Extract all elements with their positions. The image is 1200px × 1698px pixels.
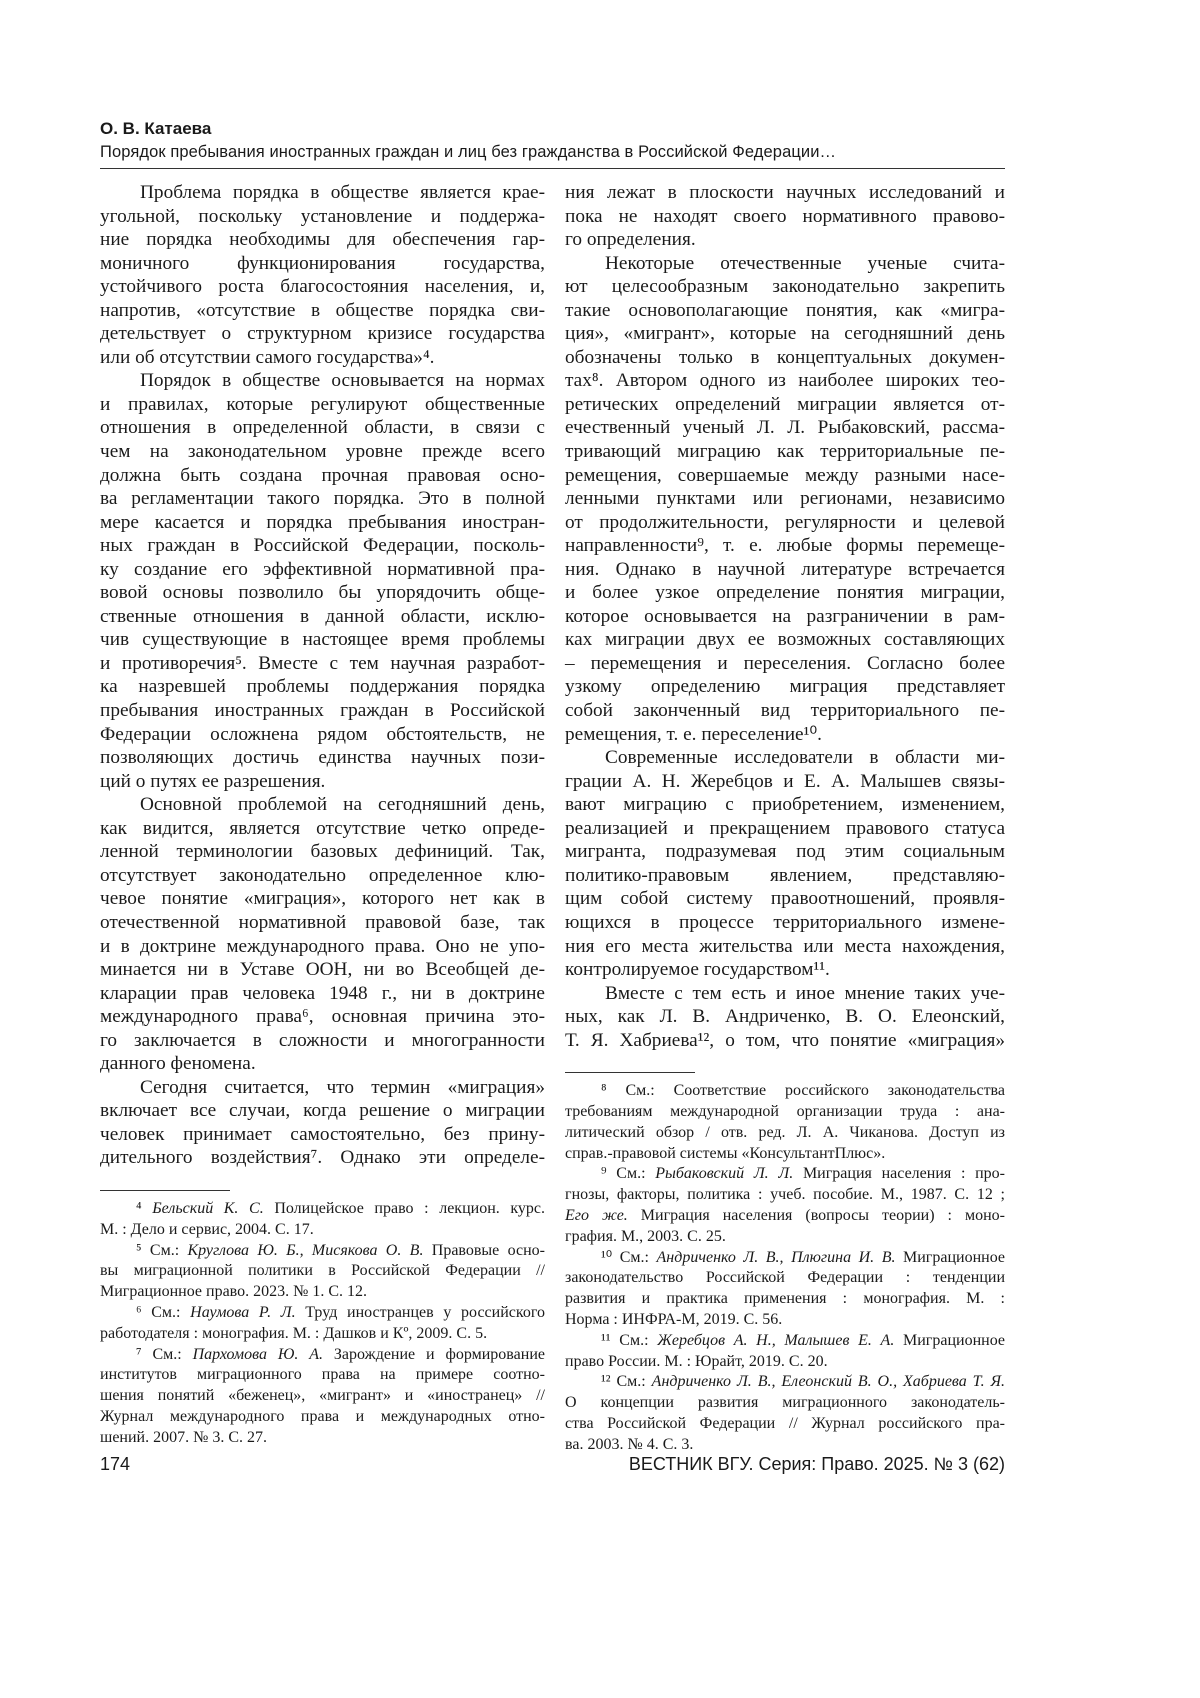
footnote-text: ⁴ bbox=[136, 1200, 152, 1217]
text-line: отечественной нормативной правовой базе, так bbox=[100, 911, 545, 935]
text-line: Порядок в обществе основывается на нормах bbox=[100, 369, 545, 393]
text-line: ций о путях ее разрешения. bbox=[100, 770, 545, 794]
footnotes bbox=[100, 1199, 545, 1449]
text-line: ечественный ученый Л. Л. Рыбаковский, рассма- bbox=[565, 416, 1005, 440]
text-line: ция», «мигрант», которые на сегодняшний день bbox=[565, 322, 1005, 346]
footnote-line bbox=[565, 1414, 1005, 1435]
text-line: ка назревшей проблемы поддержания порядка bbox=[100, 675, 545, 699]
page-number: 174 bbox=[100, 1454, 130, 1475]
footnote-text: графия. М., 2003. С. 25. bbox=[565, 1228, 726, 1245]
text-line: политико-правовым явлением, представляю- bbox=[565, 864, 1005, 888]
text-line: моничного функционирования государства, bbox=[100, 252, 545, 276]
text-line: или об отсутствии самого государства»⁴. bbox=[100, 346, 545, 370]
text-line: го заключается в сложности и многогранности bbox=[100, 1029, 545, 1053]
footnote-text: ⁷ См.: bbox=[136, 1346, 193, 1363]
footnote bbox=[565, 1248, 1005, 1331]
footnote-line bbox=[565, 1310, 1005, 1331]
text-line: отсутствует законодательно определенное клю- bbox=[100, 864, 545, 888]
article-author: О. В. Катаева bbox=[100, 119, 211, 139]
footnote-line bbox=[565, 1206, 1005, 1227]
text-line: отношения в определенной области, в связи с bbox=[100, 416, 545, 440]
text-line: ющихся в процессе территориального измене- bbox=[565, 911, 1005, 935]
header-divider bbox=[100, 168, 1005, 169]
footnote-line bbox=[565, 1248, 1005, 1269]
text-line: как видится, является отсутствие четко опреде- bbox=[100, 817, 545, 841]
text-line: включает все случаи, когда решение о миграции bbox=[100, 1099, 545, 1123]
footnote-text: шения понятий «беженец», «мигрант» и «иностранец» // bbox=[100, 1387, 545, 1404]
footnote-line bbox=[565, 1164, 1005, 1185]
text-line: и в доктрине международного права. Оно не упо- bbox=[100, 935, 545, 959]
footnote-line bbox=[565, 1268, 1005, 1289]
footnote-line bbox=[565, 1144, 1005, 1165]
footnote-text: ⁵ См.: bbox=[136, 1242, 187, 1259]
text-line: реализацией и прекращением правового статуса bbox=[565, 817, 1005, 841]
footnote-line bbox=[565, 1185, 1005, 1206]
footnote-text: шений. 2007. № 3. С. 27. bbox=[100, 1429, 267, 1446]
footnote-text: Миграция населения (вопросы теории) : моно- bbox=[628, 1207, 1005, 1224]
text-line: Некоторые отечественные ученые счита- bbox=[565, 252, 1005, 276]
text-line: ных граждан в Российской Федерации, посколь- bbox=[100, 534, 545, 558]
text-line: дительного воздействия⁷. Однако эти определе- bbox=[100, 1146, 545, 1170]
footnote-text: ¹¹ См.: bbox=[601, 1332, 657, 1349]
right-column bbox=[565, 181, 1005, 1456]
text-line: Т. Я. Хабриева¹², о том, что понятие «миграция» bbox=[565, 1029, 1005, 1053]
footnote-separator bbox=[100, 1190, 230, 1191]
footnote bbox=[100, 1199, 545, 1241]
footnote-line bbox=[565, 1372, 1005, 1393]
footnote-text: Зарождение и формирование bbox=[323, 1346, 545, 1363]
footnote bbox=[100, 1345, 545, 1449]
left-column bbox=[100, 181, 545, 1449]
text-line: Основной проблемой на сегодняшний день, bbox=[100, 793, 545, 817]
footnote-line bbox=[100, 1199, 545, 1220]
text-line: человек принимает самостоятельно, без прину- bbox=[100, 1123, 545, 1147]
text-line: тривающий миграцию как территориальные пе- bbox=[565, 440, 1005, 464]
text-line: Вместе с тем есть и иное мнение таких уче- bbox=[565, 982, 1005, 1006]
text-line: устойчивого роста благосостояния населения, и, bbox=[100, 275, 545, 299]
footnote-separator bbox=[565, 1072, 695, 1073]
footnote bbox=[565, 1164, 1005, 1247]
footnote-text: ¹⁰ См.: bbox=[601, 1249, 657, 1266]
text-line: кларации прав человека 1948 г., ни в доктрине bbox=[100, 982, 545, 1006]
text-line: ленными пунктами или регионами, независимо bbox=[565, 487, 1005, 511]
text-line: минается ни в Уставе ООН, ни во Всеобщей де- bbox=[100, 958, 545, 982]
footnote-author: Андриченко Л. В., Плюгина И. В. bbox=[657, 1249, 896, 1266]
footnote-line bbox=[565, 1289, 1005, 1310]
footnote bbox=[565, 1372, 1005, 1455]
footnote-line bbox=[565, 1227, 1005, 1248]
footnote-line bbox=[100, 1220, 545, 1241]
footnote-text: развития и практика применения : монография. М. : bbox=[565, 1290, 1005, 1307]
footnote bbox=[565, 1331, 1005, 1373]
footnote-author: Пархомова Ю. А. bbox=[193, 1346, 323, 1363]
paragraph bbox=[100, 181, 545, 369]
footnote-text: законодательство Российской Федерации : тенденции bbox=[565, 1269, 1005, 1286]
text-line: напротив, «отсутствие в обществе порядка сви- bbox=[100, 299, 545, 323]
text-line: щим собой систему правоотношений, проявля- bbox=[565, 887, 1005, 911]
text-line: ственные отношения в данной области, исклю- bbox=[100, 605, 545, 629]
text-line: контролируемое государством¹¹. bbox=[565, 958, 1005, 982]
text-line: ния. Однако в научной литературе встречается bbox=[565, 558, 1005, 582]
footnote-line bbox=[100, 1261, 545, 1282]
footnote-author: Бельский К. С. bbox=[152, 1200, 264, 1217]
footnote-text: ства Российской Федерации // Журнал российского пра- bbox=[565, 1415, 1005, 1432]
text-line: ва регламентации такого порядка. Это в полной bbox=[100, 487, 545, 511]
footnote-text: ⁶ См.: bbox=[136, 1304, 190, 1321]
text-line: и противоречия⁵. Вместе с тем научная разработ- bbox=[100, 652, 545, 676]
footnote-line bbox=[565, 1102, 1005, 1123]
footnote-text: Норма : ИНФРА-М, 2019. С. 56. bbox=[565, 1311, 782, 1328]
text-line: Современные исследователи в области ми- bbox=[565, 746, 1005, 770]
text-line: мере касается и порядка пребывания иностран- bbox=[100, 511, 545, 535]
footnote-text: институтов миграционного права на примере соотно- bbox=[100, 1366, 545, 1383]
paragraph bbox=[100, 1076, 545, 1170]
text-line: угольной, поскольку установление и поддержа- bbox=[100, 205, 545, 229]
body-text bbox=[100, 181, 545, 1170]
footnote bbox=[100, 1241, 545, 1303]
footnote-text: Миграционное bbox=[895, 1249, 1005, 1266]
footnote-text: Миграционное bbox=[894, 1332, 1005, 1349]
footnote-line bbox=[565, 1123, 1005, 1144]
text-line: которое основывается на разграничении в рам- bbox=[565, 605, 1005, 629]
text-line: вают миграцию с приобретением, изменением, bbox=[565, 793, 1005, 817]
footnote-text: М. : Дело и сервис, 2004. С. 17. bbox=[100, 1221, 314, 1238]
footnote-text: О концепции развития миграционного законодатель- bbox=[565, 1394, 1005, 1411]
text-line: ретических определений миграции является от- bbox=[565, 393, 1005, 417]
footnote-line bbox=[565, 1352, 1005, 1373]
footnote-text: вы миграционной политики в Российской Федерации // bbox=[100, 1262, 545, 1279]
text-line: данного феномена. bbox=[100, 1052, 545, 1076]
footnote-text: право России. М. : Юрайт, 2019. С. 20. bbox=[565, 1353, 828, 1370]
footnote-text: работодателя : монография. М. : Дашков и Кº, 2009. С. 5. bbox=[100, 1325, 487, 1342]
running-title: Порядок пребывания иностранных граждан и лиц без гражданства в Российской Федерации… bbox=[100, 143, 836, 162]
footnote-text: ¹² См.: bbox=[601, 1373, 652, 1390]
text-line: Проблема порядка в обществе является крае- bbox=[100, 181, 545, 205]
text-line: ния лежат в плоскости научных исследований и bbox=[565, 181, 1005, 205]
footnote-text: ва. 2003. № 4. С. 3. bbox=[565, 1436, 693, 1453]
text-line: ку создание его эффективной нормативной пра- bbox=[100, 558, 545, 582]
footnote-text: литический обзор / отв. ред. Л. А. Чиканова. Доступ из bbox=[565, 1124, 1005, 1141]
text-line: позволяющих достичь единства научных пози- bbox=[100, 746, 545, 770]
footnote-line bbox=[100, 1365, 545, 1386]
text-line: должна быть создана прочная правовая осно- bbox=[100, 464, 545, 488]
footnote-author: Жеребцов А. Н., Малышев Е. А. bbox=[657, 1332, 894, 1349]
text-line: грации А. Н. Жеребцов и Е. А. Малышев связы- bbox=[565, 770, 1005, 794]
footnote-text: Правовые осно- bbox=[423, 1242, 545, 1259]
paragraph bbox=[565, 982, 1005, 1053]
journal-name: ВЕСТНИК ВГУ. Серия: Право. 2025. № 3 (62) bbox=[629, 1454, 1005, 1475]
footnote-text: требованиям международной организации труда : ана- bbox=[565, 1103, 1005, 1120]
footnote-text: ⁹ См.: bbox=[601, 1165, 655, 1182]
text-line: чем на законодательном уровне прежде всего bbox=[100, 440, 545, 464]
text-line: от продолжительности, регулярности и целевой bbox=[565, 511, 1005, 535]
text-line: пребывания иностранных граждан в Российской bbox=[100, 699, 545, 723]
text-line: вовой основы позволило бы упорядочить обще- bbox=[100, 581, 545, 605]
footnote-author: Круглова Ю. Б., Мисякова О. В. bbox=[187, 1242, 423, 1259]
text-line: ремещения, т. е. переселение¹⁰. bbox=[565, 723, 1005, 747]
body-text bbox=[565, 181, 1005, 1052]
text-line: такие основополагающие понятия, как «мигра- bbox=[565, 299, 1005, 323]
text-line: чив существующие в настоящее время проблемы bbox=[100, 628, 545, 652]
footnote-author: Наумова Р. Л. bbox=[190, 1304, 295, 1321]
footnote-line bbox=[100, 1303, 545, 1324]
footnote bbox=[565, 1081, 1005, 1164]
text-line: обозначены только в концептуальных докумен- bbox=[565, 346, 1005, 370]
footnote-line bbox=[565, 1435, 1005, 1456]
paragraph bbox=[565, 746, 1005, 981]
footnote bbox=[100, 1303, 545, 1345]
footnote-line bbox=[565, 1331, 1005, 1352]
footnote-line bbox=[100, 1324, 545, 1345]
paragraph bbox=[100, 369, 545, 793]
footnote-text: ⁸ См.: Соответствие российского законодательства bbox=[601, 1082, 1005, 1099]
text-line: ние порядка необходимы для обеспечения гар- bbox=[100, 228, 545, 252]
text-line: и более узкое определение понятия миграции, bbox=[565, 581, 1005, 605]
text-line: Федерации осложнена рядом обстоятельств, не bbox=[100, 723, 545, 747]
footnote-line bbox=[100, 1282, 545, 1303]
footnote-line bbox=[100, 1407, 545, 1428]
text-line: Сегодня считается, что термин «миграция» bbox=[100, 1076, 545, 1100]
text-line: мигранта, подразумевая под этим социальным bbox=[565, 840, 1005, 864]
text-line: ках миграции двух ее возможных составляющих bbox=[565, 628, 1005, 652]
text-line: пока не находят своего нормативного правово- bbox=[565, 205, 1005, 229]
text-line: детельствует о структурном кризисе государства bbox=[100, 322, 545, 346]
footnote-text: Миграционное право. 2023. № 1. С. 12. bbox=[100, 1283, 367, 1300]
footnote-text: справ.-правовой системы «КонсультантПлюс». bbox=[565, 1145, 885, 1162]
footnote-text: Миграция населения : про- bbox=[793, 1165, 1005, 1182]
paragraph bbox=[100, 793, 545, 1076]
text-line: ремещения, совершаемые между разными насе- bbox=[565, 464, 1005, 488]
text-line: го определения. bbox=[565, 228, 1005, 252]
paragraph bbox=[565, 181, 1005, 252]
text-line: тах⁸. Автором одного из наиболее широких тео- bbox=[565, 369, 1005, 393]
text-line: чевое понятие «миграция», которого нет как в bbox=[100, 887, 545, 911]
paragraph bbox=[565, 252, 1005, 746]
footnote-line bbox=[100, 1386, 545, 1407]
footnote-line bbox=[565, 1393, 1005, 1414]
footnote-text: Труд иностранцев у российского bbox=[296, 1304, 545, 1321]
footnotes bbox=[565, 1081, 1005, 1455]
footnote-line bbox=[100, 1241, 545, 1262]
text-line: собой законченный вид территориального пе- bbox=[565, 699, 1005, 723]
text-line: ют целесообразным законодательно закрепить bbox=[565, 275, 1005, 299]
footnote-text: Журнал международного права и международных отно- bbox=[100, 1408, 545, 1425]
text-line: направленности⁹, т. е. любые формы перемеще- bbox=[565, 534, 1005, 558]
text-line: ных, как Л. В. Андриченко, В. О. Елеонский, bbox=[565, 1005, 1005, 1029]
text-line: международного права⁶, основная причина это- bbox=[100, 1005, 545, 1029]
footnote-line bbox=[565, 1081, 1005, 1102]
footnote-line bbox=[100, 1428, 545, 1449]
text-line: узкому определению миграция представляет bbox=[565, 675, 1005, 699]
footnote-author: Его же. bbox=[565, 1207, 628, 1224]
footnote-text: гнозы, факторы, политика : учеб. пособие. М., 1987. С. 12 ; bbox=[565, 1186, 1005, 1203]
text-line: – перемещения и переселения. Согласно более bbox=[565, 652, 1005, 676]
text-line: ленной терминологии базовых дефиниций. Так, bbox=[100, 840, 545, 864]
footnote-author: Рыбаковский Л. Л. bbox=[655, 1165, 793, 1182]
text-line: ния его места жительства или места нахождения, bbox=[565, 935, 1005, 959]
text-line: и правилах, которые регулируют общественные bbox=[100, 393, 545, 417]
footnote-text: Полицейское право : лекцион. курс. bbox=[264, 1200, 545, 1217]
footnote-line bbox=[100, 1345, 545, 1366]
footnote-author: Андриченко Л. В., Елеонский В. О., Хабриева Т. Я. bbox=[652, 1373, 1005, 1390]
